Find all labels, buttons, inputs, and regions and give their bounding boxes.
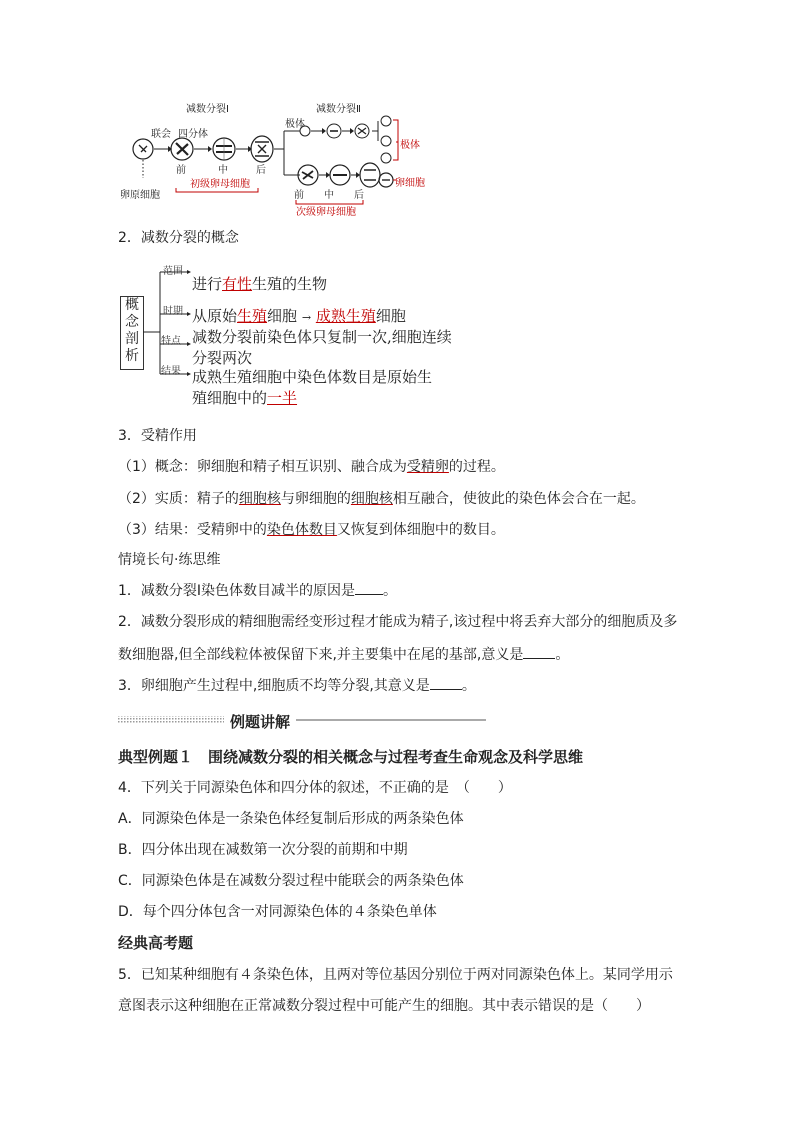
s3-p3-u: 染色体数目 xyxy=(266,522,337,538)
r2-arrow: → xyxy=(301,311,312,324)
stage-metaphase-1: 中 xyxy=(218,165,228,176)
s3-p2-pre: （2）实质：精子的 xyxy=(118,491,239,507)
r2-mid: 细胞 xyxy=(267,307,298,325)
think-q1 xyxy=(118,581,397,601)
s3-p1-pre: （1）概念：卵细胞和精子相互识别、融合成为 xyxy=(118,459,407,475)
s3-p3-post: 又恢复到体细胞中的数目。 xyxy=(336,522,505,538)
s3-p2-u1: 细胞核 xyxy=(238,491,281,507)
label-out-polar-body: 极体 xyxy=(400,140,420,151)
think-q3 xyxy=(118,676,476,696)
label-secondary-oocyte: 次级卵母细胞 xyxy=(296,207,356,218)
think-q2-post: 。 xyxy=(555,647,570,663)
r4-red: 一半 xyxy=(267,389,298,407)
s3-result xyxy=(118,520,505,540)
think-q2-line1: 2．减数分裂形成的精细胞需经变形过程才能成为精子,该过程中将丢弃大部分的细胞质及多 xyxy=(118,614,678,630)
label-out-egg: 卵细胞 xyxy=(395,178,425,189)
s3-p2-post: 相互融合，使彼此的染色体会合在一起。 xyxy=(392,491,645,507)
stage-prophase-2: 前 xyxy=(294,190,304,201)
label-oogonium: 卵原细胞 xyxy=(120,190,160,201)
example-title-1-text: 围绕减数分裂的相关概念与过程考查生命观念及科学思维 xyxy=(208,748,584,766)
example-title-1 xyxy=(118,747,583,767)
concept-row-time xyxy=(192,305,406,326)
label-tetrad: 四分体 xyxy=(178,129,208,140)
r2-post: 细胞 xyxy=(375,307,406,325)
example-title-2: 经典高考题 xyxy=(118,934,194,952)
s3-p1-post: 的过程。 xyxy=(448,459,505,475)
section-3-heading: 3．受精作用 xyxy=(118,428,197,444)
section-2-heading: 2．减数分裂的概念 xyxy=(118,230,239,246)
s3-p2-u2: 细胞核 xyxy=(350,491,393,507)
r1-pre: 进行 xyxy=(192,275,223,293)
s3-concept xyxy=(118,457,505,477)
concept-row-scope xyxy=(192,273,327,294)
q4-option-c[interactable]: C．同源染色体是在减数分裂过程中能联会的两条染色体 xyxy=(118,873,464,889)
label-primary-oocyte: 初级卵母细胞 xyxy=(190,179,250,190)
r2-red2: 成熟生殖 xyxy=(315,307,376,325)
banner-title: 例题讲解 xyxy=(230,713,291,731)
q4-option-d[interactable]: D．每个四分体包含一对同源染色体的４条染色单体 xyxy=(118,904,437,920)
concept-row-result-a: 成熟生殖细胞中染色体数目是原始生 xyxy=(192,368,433,386)
r4-pre: 殖细胞中的 xyxy=(192,389,268,407)
tag-feature: 特点 xyxy=(161,336,181,347)
q4-option-a[interactable]: A．同源染色体是一条染色体经复制后形成的两条染色体 xyxy=(118,811,464,827)
stage-anaphase-2: 后 xyxy=(354,190,364,201)
r2-pre: 从原始 xyxy=(192,307,238,325)
q5-stem-line2: 意图表示这种细胞在正常减数分裂过程中可能产生的细胞。其中表示错误的是（ ） xyxy=(118,998,650,1014)
stage-anaphase-1: 后 xyxy=(256,165,266,176)
concept-row-feature-a: 减数分裂前染色体只复制一次,细胞连续 xyxy=(192,328,452,346)
q4-stem: 4．下列关于同源染色体和四分体的叙述，不正确的是 （ ） xyxy=(118,780,512,796)
label-synapsis: 联会 xyxy=(151,129,171,140)
stage-prophase-1: 前 xyxy=(176,165,186,176)
s3-essence xyxy=(118,489,645,509)
r1-red: 有性 xyxy=(222,275,253,293)
concept-box-label: 概念剖析 xyxy=(125,297,139,364)
tag-scope: 范围 xyxy=(163,266,183,277)
think-q3-blank[interactable] xyxy=(430,677,462,690)
title-meiosis-1: 减数分裂Ⅰ xyxy=(186,104,229,115)
think-q2-blank[interactable] xyxy=(523,646,555,659)
think-q3-post: 。 xyxy=(461,678,476,694)
q5-stem-line1: 5．已知某种细胞有４条染色体，且两对等位基因分别位于两对同源染色体上。某同学用示 xyxy=(118,967,673,983)
think-heading: 情境长句·练思维 xyxy=(118,552,221,568)
concept-row-result-b xyxy=(192,387,297,408)
think-q2-pre: 数细胞器,但全部线粒体被保留下来,并主要集中在尾的基部,意义是 xyxy=(118,647,524,663)
label-polar-body: 极体 xyxy=(285,119,305,130)
r2-red1: 生殖 xyxy=(237,307,268,325)
think-q3-pre: 3．卵细胞产生过程中,细胞质不均等分裂,其意义是 xyxy=(118,678,430,694)
s3-p3-pre: （3）结果：受精卵中的 xyxy=(118,522,267,538)
banner-rule xyxy=(118,712,490,732)
title-meiosis-2: 减数分裂Ⅱ xyxy=(316,104,361,115)
concept-row-feature-b: 分裂两次 xyxy=(192,349,253,367)
r1-post: 生殖的生物 xyxy=(252,275,328,293)
oogenesis-diagram xyxy=(0,0,794,230)
think-q1-post: 。 xyxy=(383,583,398,599)
tag-time: 时期 xyxy=(163,306,183,317)
example-title-1-num: 典型例题１ xyxy=(118,748,194,766)
q4-option-b[interactable]: B．四分体出现在减数第一次分裂的前期和中期 xyxy=(118,842,408,858)
think-q1-blank[interactable] xyxy=(355,582,383,595)
s3-p1-u: 受精卵 xyxy=(406,459,449,475)
think-q2-line2 xyxy=(118,645,569,665)
tag-result: 结果 xyxy=(161,366,181,377)
s3-p2-mid: 与卵细胞的 xyxy=(280,491,351,507)
stage-metaphase-2: 中 xyxy=(324,190,334,201)
think-q1-pre: 1．减数分裂Ⅰ染色体数目减半的原因是 xyxy=(118,583,356,599)
